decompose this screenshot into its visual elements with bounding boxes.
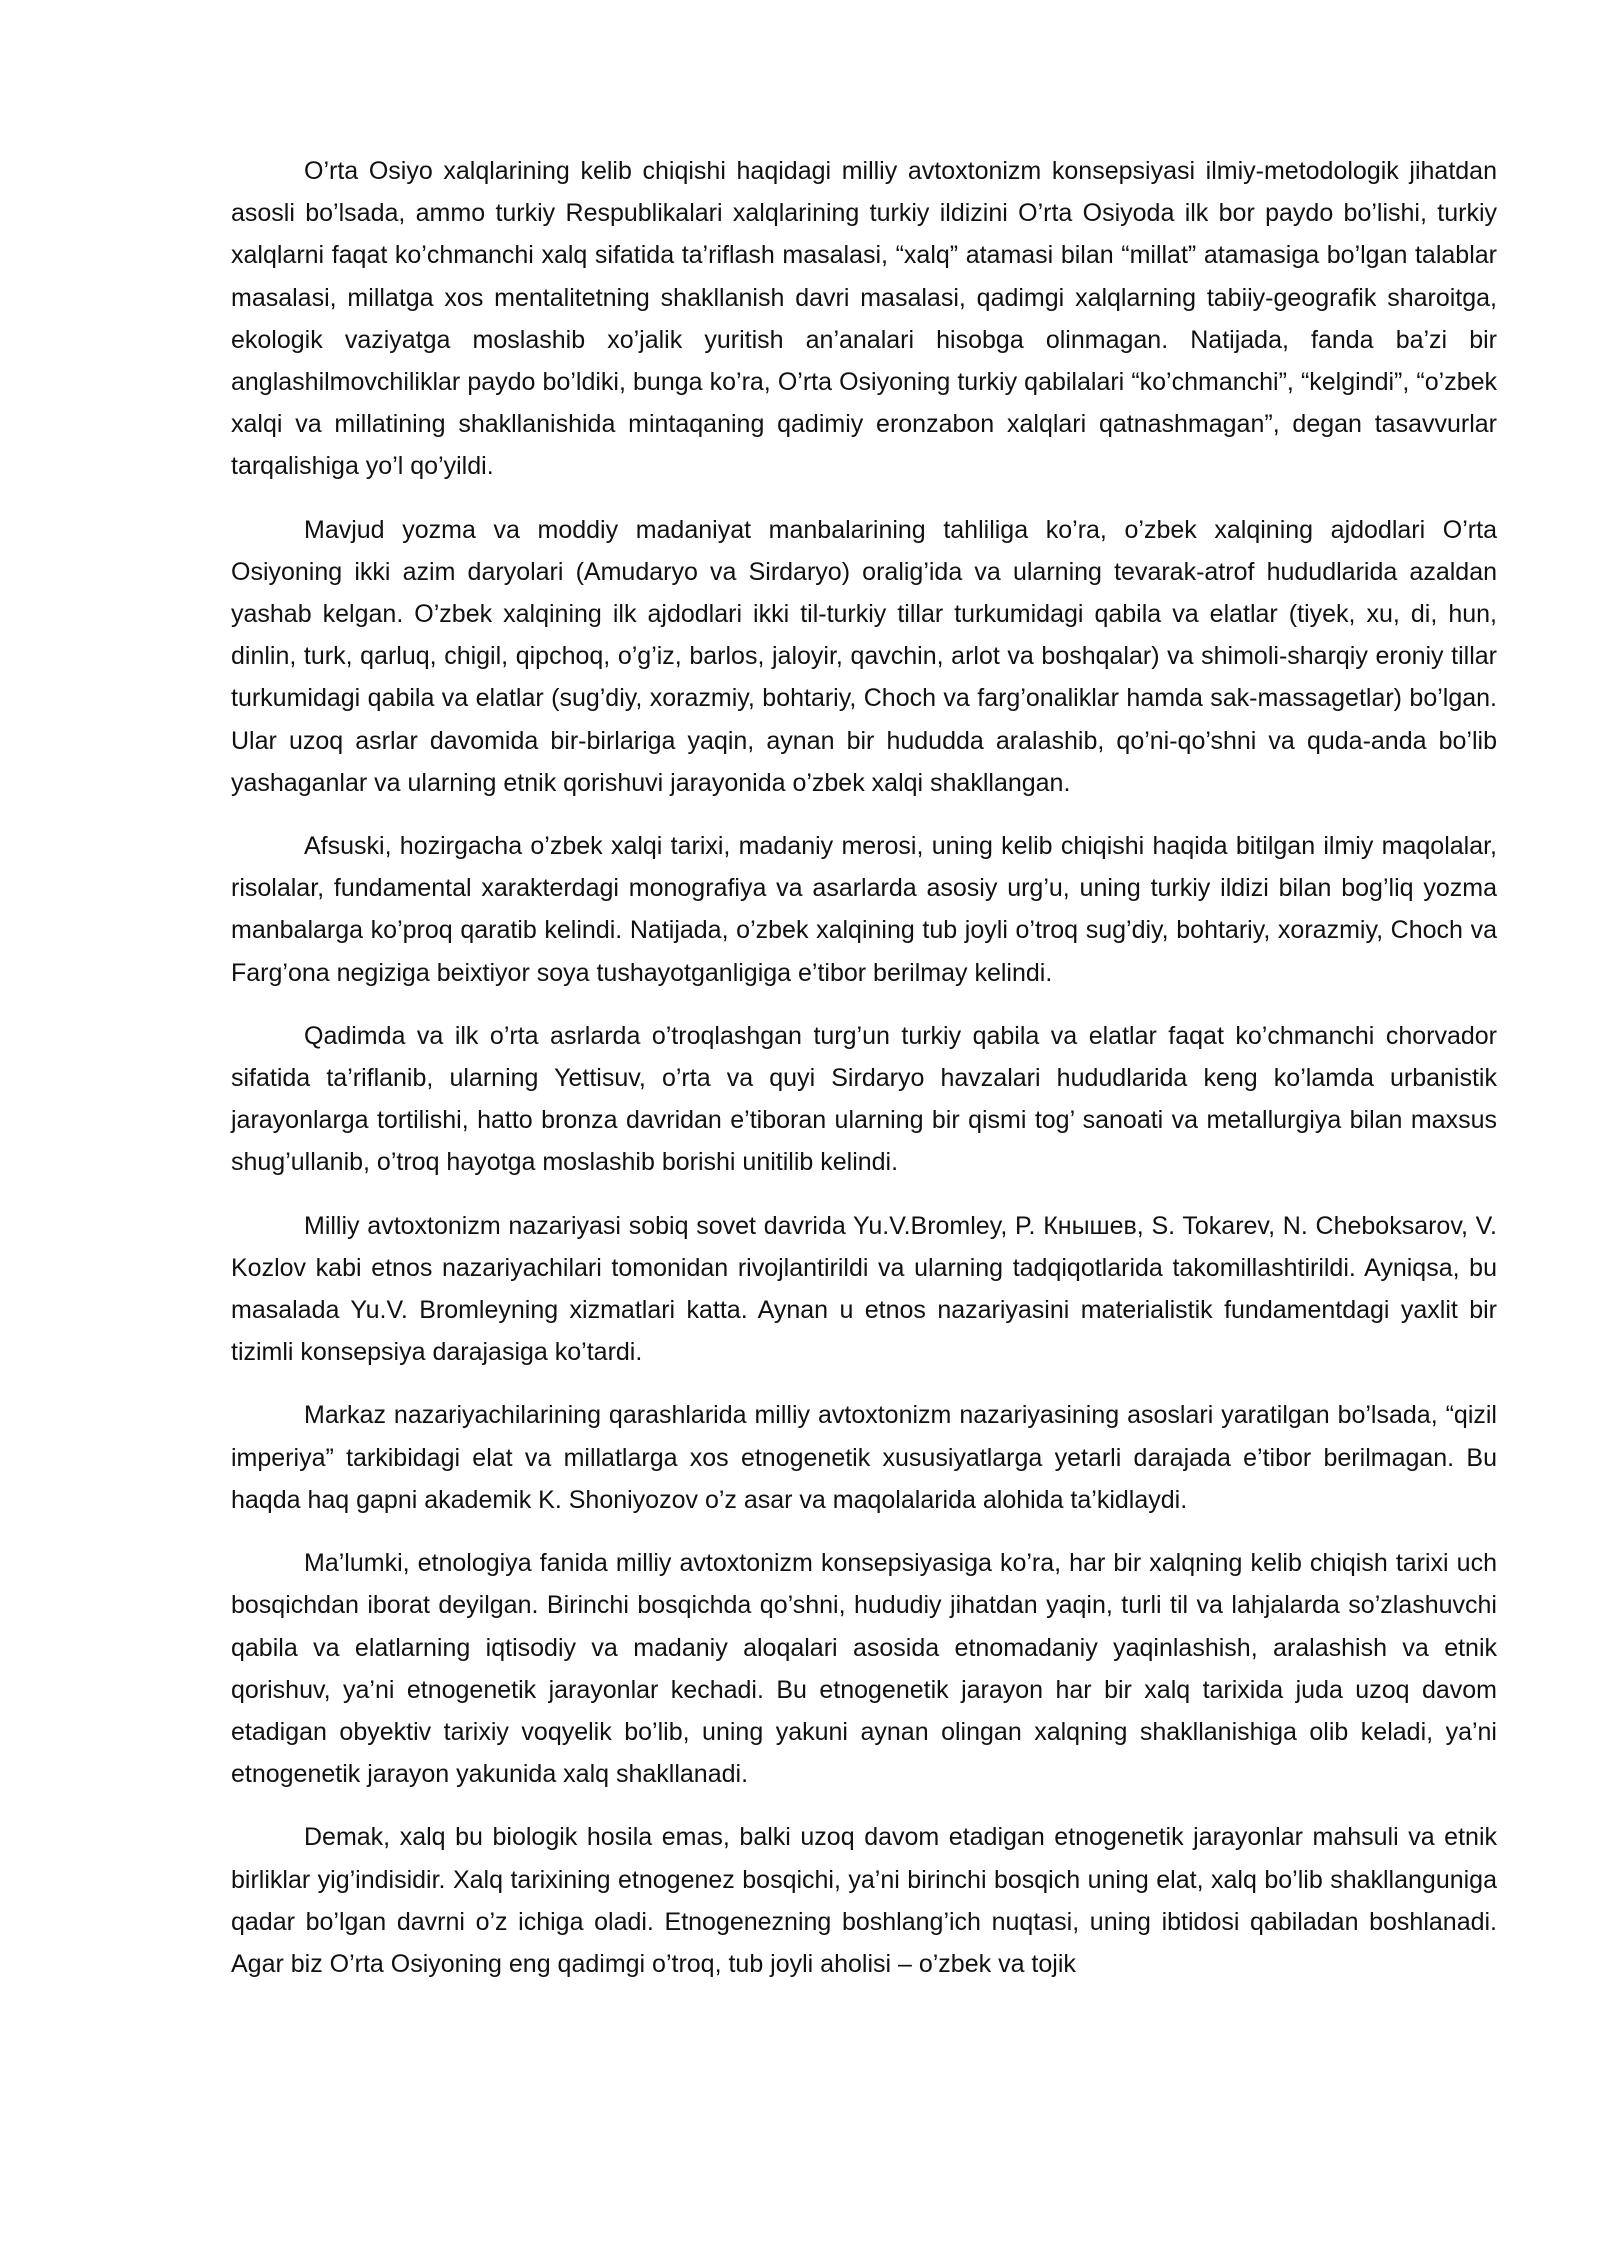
paragraph-6: Markaz nazariyachilarining qarashlarida milliy avtoxtonizm nazariyasining asoslari yaratilgan bo’lsada, “qizil imperiya” tarkibidagi elat va millatlarga xos etnogenetik xususiyatlarga yetarli darajada e’tibor berilmagan. Bu haqda haq gapni akademik K. Shoniyozov o’z asar va maqolalarida alohida ta’kidlaydi.	[231, 1401, 1497, 1514]
paragraph-8: Demak, xalq bu biologik hosila emas, balki uzoq davom etadigan etnogenetik jarayonlar mahsuli va etnik birliklar yig’indisidir. Xalq tarixining etnogenez bosqichi, ya’ni birinchi bosqich uning elat, xalq bo’lib shakllanguniga qadar bo’lgan davrni o’z ichiga oladi. Etnogenezning boshlang’ich nuqtasi, uning ibtidosi qabiladan boshlanadi. Agar biz O’rta Osiyoning eng qadimgi o’troq, tub joyli aholisi – o’zbek va tojik	[231, 1823, 1497, 1978]
paragraph-4: Qadimda va ilk o’rta asrlarda o’troqlashgan turg’un turkiy qabila va elatlar faqat ko’chmanchi chorvador sifatida ta’riflanib, ularning Yettisuv, o’rta va quyi Sirdaryo havzalari hududlarida keng ko’lamda urbanistik jarayonlarga tortilishi, hatto bronza davridan e’tiboran ularning bir qismi tog’ sanoati va metallurgiya bilan maxsus shug’ullanib, o’troq hayotga moslashib borishi unitilib kelindi.	[231, 1021, 1497, 1177]
paragraph-7: Ma’lumki, etnologiya fanida milliy avtoxtonizm konsepsiyasiga ko’ra, har bir xalqning kelib chiqish tarixi uch bosqichdan iborat deyilgan. Birinchi bosqichda qo’shni, hududiy jihatdan yaqin, turli til va lahjalarda so’zlashuvchi qabila va elatlarning iqtisodiy va madaniy aloqalari asosida etnomadaniy yaqinlashish, aralashish va etnik qorishuv, ya’ni etnogenetik jarayonlar kechadi. Bu etnogenetik jarayon har bir xalq tarixida juda uzoq davom etadigan obyektiv tarixiy voqyelik bo’lib, uning yakuni aynan olingan xalqning shakllanishiga olib keladi, ya’ni etnogenetik jarayon yakunida xalq shakllanadi.	[231, 1549, 1497, 1789]
paragraph-1: O’rta Osiyo xalqlarining kelib chiqishi haqidagi milliy avtoxtonizm konsepsiyasi ilmiy-metodologik jihatdan asosli bo’lsada, ammo turkiy Respublikalari xalqlarining turkiy ildizini O’rta Osiyoda ilk bor paydo bo’lishi, turkiy xalqlarni faqat ko’chmanchi xalq sifatida ta’riflash masalasi, “xalq” atamasi bilan “millat” atamasiga bo’lgan talablar masalasi, millatga xos mentalitetning shakllanish davri masalasi, qadimgi xalqlarning tabiiy-geografik sharoitga, ekologik vaziyatga moslashib xo’jalik yuritish an’analari hisobga olinmagan. Natijada, fanda ba’zi bir anglashilmovchiliklar paydo bo’ldiki, bunga ko’ra, O’rta Osiyoning turkiy qabilalari “ko’chmanchi”, “kelgindi”, “o’zbek xalqi va millatining shakllanishida mintaqaning qadimiy eronzabon xalqlari qatnashmagan”, degan tasavvurlar tarqalishiga yo’l qo’yildi.	[231, 157, 1497, 481]
paragraph-2: Mavjud yozma va moddiy madaniyat manbalarining tahliliga ko’ra, o’zbek xalqining ajdodlari O’rta Osiyoning ikki azim daryolari (Amudaryo va Sirdaryo) oralig’ida va ularning tevarak-atrof hududlarida azaldan yashab kelgan. O’zbek xalqining ilk ajdodlari ikki til-turkiy tillar turkumidagi qabila va elatlar (tiyek, xu, di, hun, dinlin, turk, qarluq, chigil, qipchoq, o’g’iz, barlos, jaloyir, qavchin, arlot va boshqalar) va shimoli-sharqiy eroniy tillar turkumidagi qabila va elatlar (sug’diy, xorazmiy, bohtariy, Choch va farg’onaliklar hamda sak-massagetlar) bo’lgan. Ular uzoq asrlar davomida bir-birlariga yaqin, aynan bir hududda aralashib, qo’ni-qo’shni va quda-anda bo’lib yashaganlar va ularning etnik qorishuvi jarayonida o’zbek xalqi shakllangan.	[231, 515, 1497, 797]
paragraph-3: Afsuski, hozirgacha o’zbek xalqi tarixi, madaniy merosi, uning kelib chiqishi haqida bitilgan ilmiy maqolalar, risolalar, fundamental xarakterdagi monografiya va asarlarda asosiy urg’u, uning turkiy ildizi bilan bog’liq yozma manbalarga ko’proq qaratib kelindi. Natijada, o’zbek xalqining tub joyli o’troq sug’diy, bohtariy, xorazmiy, Choch va Farg’ona negiziga beixtiyor soya tushayotganligiga e’tibor berilmay kelindi.	[231, 832, 1497, 987]
document-body	[231, 150, 1497, 2006]
paragraph-5: Milliy avtoxtonizm nazariyasi sobiq sovet davrida Yu.V.Bromley, P. Кнышев, S. Tokarev, N. Cheboksarov, V. Kozlov kabi etnos nazariyachilari tomonidan rivojlantirildi va ularning tadqiqotlarida takomillashtirildi. Ayniqsa, bu masalada Yu.V. Bromleyning xizmatlari katta. Aynan u etnos nazariyasini materialistik fundamentdagi yaxlit bir tizimli konsepsiya darajasiga ko’tardi.	[231, 1211, 1497, 1367]
